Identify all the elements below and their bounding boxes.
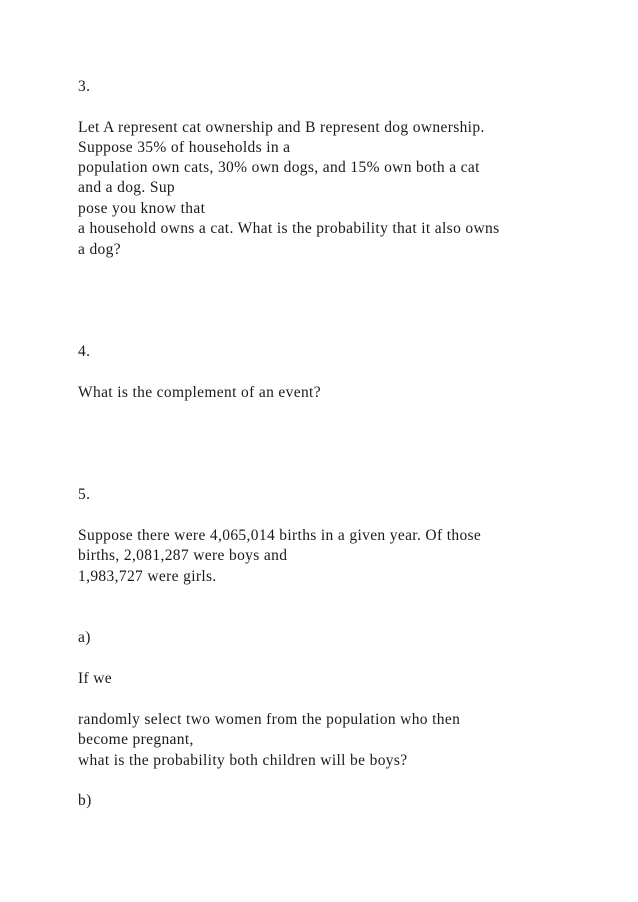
question-3-line: pose you know that	[78, 200, 206, 217]
question-4-number: 4.	[78, 343, 91, 360]
question-3-line: a dog?	[78, 241, 121, 258]
part-a-line: become pregnant,	[78, 731, 194, 748]
question-3-line: Let A represent cat ownership and B represent dog ownership.	[78, 119, 485, 136]
question-5-number: 5.	[78, 486, 91, 503]
question-3-number: 3.	[78, 78, 91, 95]
part-a-line: what is the probability both children will be boys?	[78, 752, 408, 769]
part-a-label: a)	[78, 629, 91, 646]
question-3-line: population own cats, 30% own dogs, and 15% own both a cat	[78, 159, 480, 176]
question-4-text: What is the complement of an event?	[78, 384, 321, 401]
part-a-line: randomly select two women from the population who then	[78, 711, 461, 728]
part-a-intro: If we	[78, 670, 113, 687]
question-5-line: 1,983,727 were girls.	[78, 568, 217, 585]
question-3-line: and a dog. Sup	[78, 179, 176, 196]
question-5-line: births, 2,081,287 were boys and	[78, 547, 288, 564]
question-3-line: a household owns a cat. What is the probability that it also owns	[78, 220, 500, 237]
part-b-label: b)	[78, 792, 92, 809]
question-5-line: Suppose there were 4,065,014 births in a given year. Of those	[78, 527, 482, 544]
question-3-line: Suppose 35% of households in a	[78, 139, 291, 156]
